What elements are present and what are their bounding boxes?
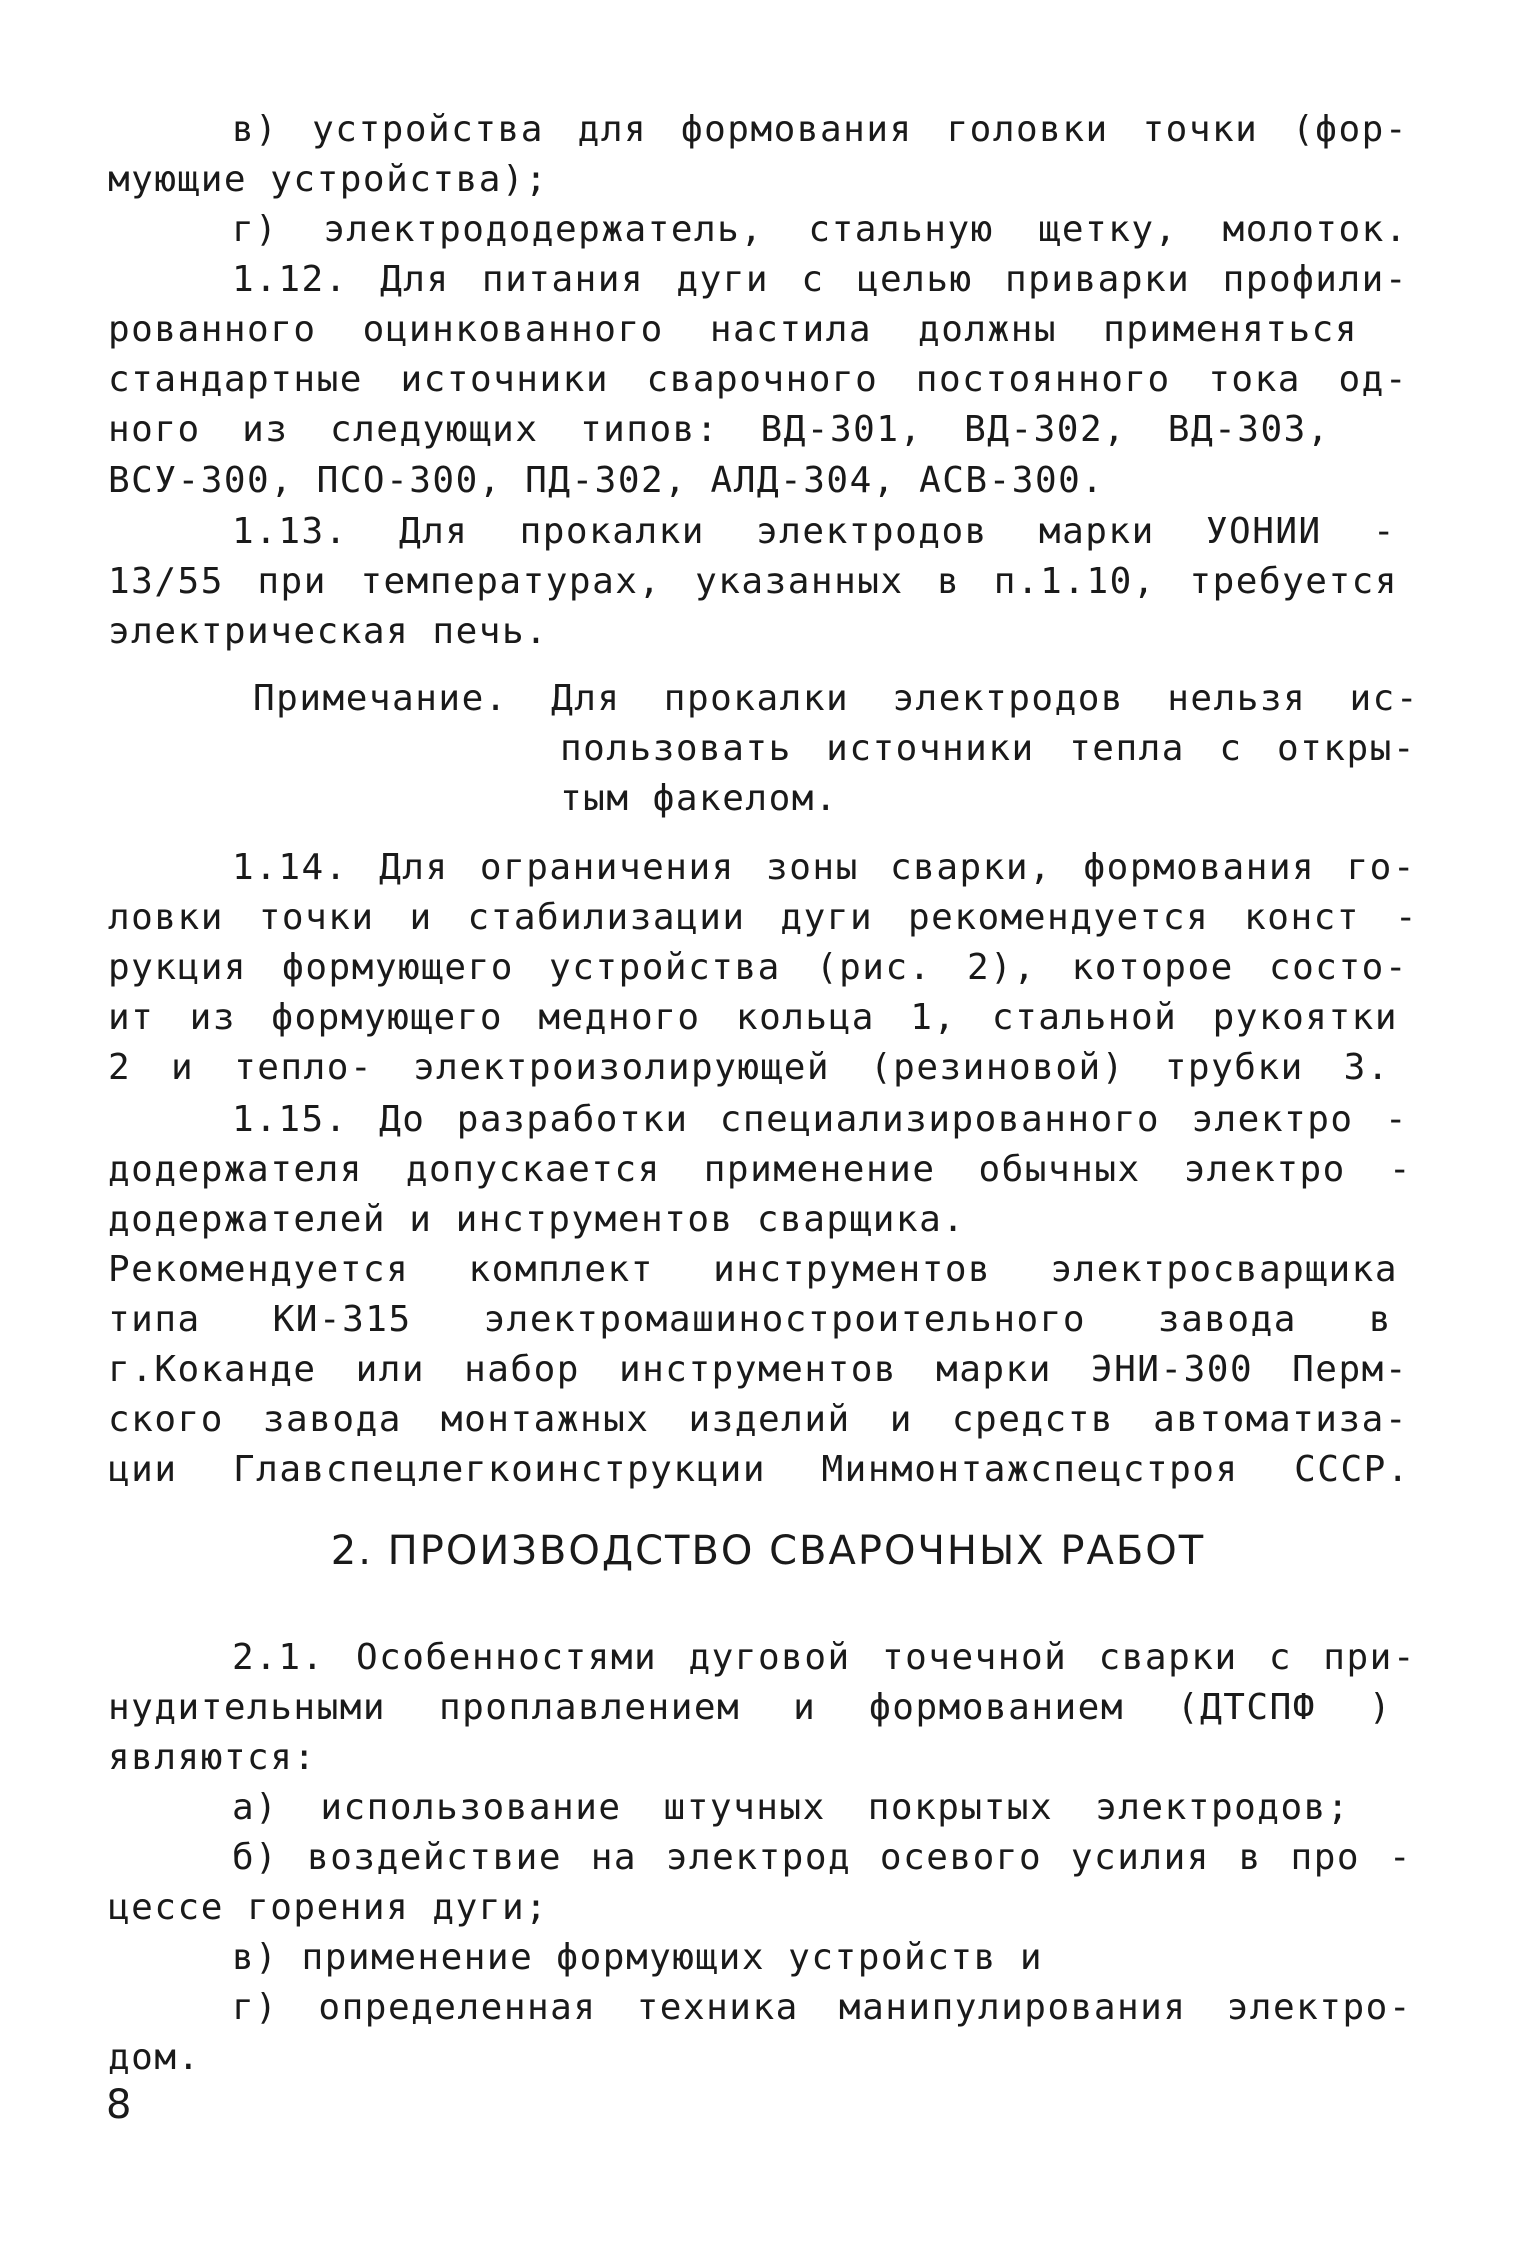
text-line: додержателя допускается применение обычных электро - [108, 1149, 1412, 1190]
section-heading: 2. ПРОИЗВОДСТВО СВАРОЧНЫХ РАБОТ [330, 1528, 1206, 1574]
text-line: 2 и тепло- электроизолирующей (резиновой) трубки 3. [108, 1047, 1390, 1088]
paragraph-1-13: 1.13. Для прокалки электродов марки УОНИИ - [232, 511, 1396, 552]
note-line: тым факелом. [560, 778, 839, 819]
paragraph-1-15: 1.15. До разработки специализированного электро - [232, 1099, 1408, 1140]
text-line: ного из следующих типов: ВД-301, ВД-302, ВД-303, [108, 409, 1330, 450]
note-line: Примечание. Для прокалки электродов нельзя ис- [253, 678, 1419, 719]
text-line: г) электрододержатель, стальную щетку, молоток. [232, 209, 1408, 250]
text-line: нудительными проплавлением и формованием (ДТСПФ ) [108, 1687, 1392, 1728]
text-line: цессе горения дуги; [108, 1887, 549, 1928]
text-line: 13/55 при температурах, указанных в п.1.10, требуется [108, 561, 1398, 602]
text-line: в) устройства для формования головки точки (фор- [232, 109, 1408, 150]
text-line: ции Главспецлегкоинструкции Минмонтажспецстроя СССР. [108, 1449, 1410, 1490]
list-item: в) применение формующих устройств и [232, 1937, 1044, 1978]
text-line: ВСУ-300, ПСО-300, ПД-302, АЛД-304, АСВ-300. [108, 460, 1105, 501]
page-number: 8 [106, 2082, 132, 2128]
paragraph-1-12: 1.12. Для питания дуги с целью приварки профили- [232, 259, 1408, 300]
text-line: Рекомендуется комплект инструментов электросварщика [108, 1249, 1398, 1290]
text-line: электрическая печь. [108, 611, 549, 652]
text-line: г.Коканде или набор инструментов марки ЭНИ-300 Перм- [108, 1349, 1408, 1390]
text-line: ловки точки и стабилизации дуги рекомендуется конст - [108, 897, 1418, 938]
text-line: стандартные источники сварочного постоянного тока од- [108, 359, 1408, 400]
text-line: рованного оцинкованного настила должны применяться [108, 309, 1358, 350]
note-line: пользовать источники тепла с откры- [560, 728, 1416, 769]
paragraph-1-14: 1.14. Для ограничения зоны сварки, формования го- [232, 847, 1416, 888]
list-item: г) определенная техника манипулирования электро- [232, 1987, 1412, 2028]
text-line: рукция формующего устройства (рис. 2), которое состо- [108, 947, 1408, 988]
text-line: дом. [108, 2037, 201, 2078]
text-line: являются: [108, 1737, 317, 1778]
paragraph-2-1: 2.1. Особенностями дуговой точечной сварки с при- [232, 1637, 1416, 1678]
text-line: типа КИ-315 электромашиностроительного завода в [108, 1299, 1392, 1340]
list-item: б) воздействие на электрод осевого усилия в про - [232, 1837, 1412, 1878]
text-line: ит из формующего медного кольца 1, стальной рукоятки [108, 997, 1398, 1038]
text-line: ского завода монтажных изделий и средств автоматиза- [108, 1399, 1408, 1440]
text-line: мующие устройства); [108, 159, 549, 200]
list-item: а) использование штучных покрытых электродов; [232, 1787, 1350, 1828]
text-line: додержателей и инструментов сварщика. [108, 1199, 966, 1240]
